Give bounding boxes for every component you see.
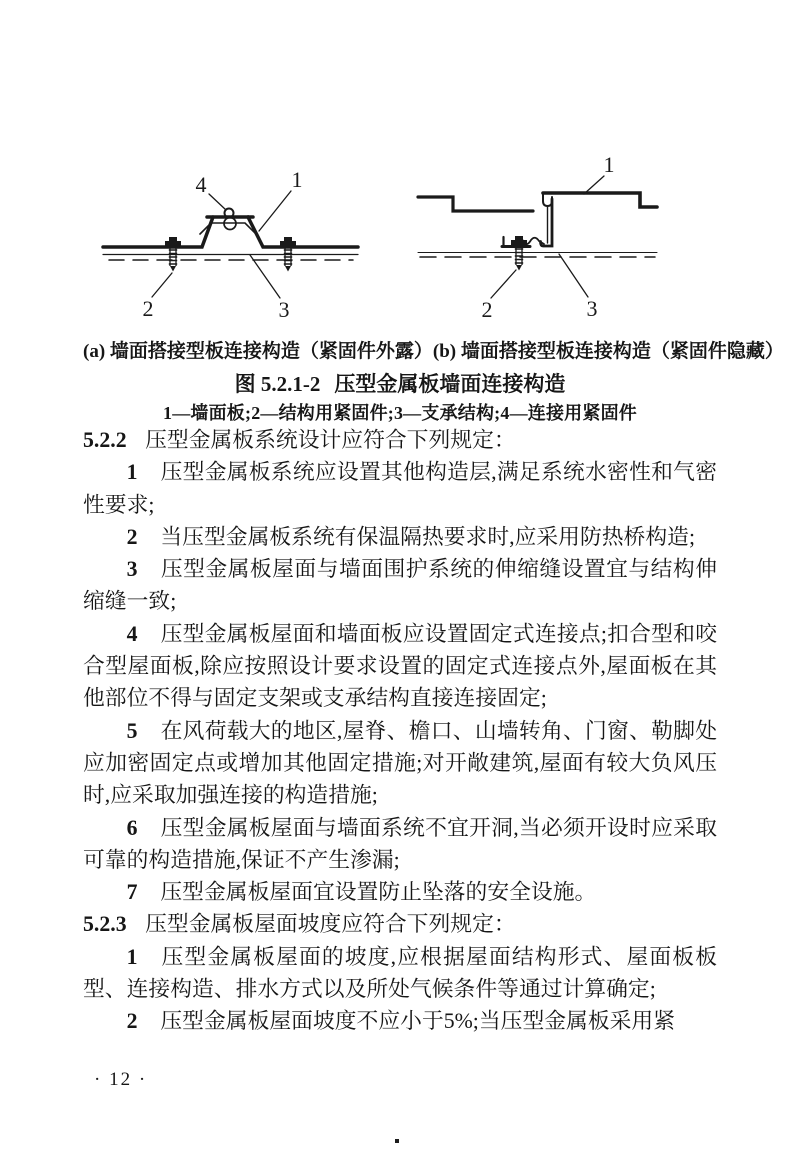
leader-line-2 — [491, 270, 516, 298]
callout-1: 1 — [291, 167, 303, 192]
clause-item-1b — [83, 941, 717, 1006]
panel-profile — [103, 217, 358, 247]
section-text: 压型金属板系统设计应符合下列规定： — [145, 428, 516, 452]
diagram-concealed-fastener — [410, 150, 730, 340]
item-number: 2 — [126, 524, 138, 549]
callout-1: 1 — [603, 152, 615, 177]
item-number: 1 — [126, 460, 138, 485]
item-text: 压型金属板屋面和墙面板应设置固定式连接点;扣合型和咬合型屋面板,除应按照设计要求设置的固定式连接点外,屋面板在其他部位不得与固定支架或支承结构直接连接固定; — [83, 621, 717, 711]
item-number: 6 — [126, 815, 138, 840]
section-heading-5-2-2 — [83, 424, 717, 456]
leader-line-3 — [250, 255, 280, 298]
callout-3: 3 — [278, 297, 290, 322]
figure-title-text: 压型金属板墙面连接构造 — [334, 372, 566, 396]
subfigure-captions — [83, 336, 784, 363]
item-number: 7 — [126, 880, 138, 905]
item-number: 1 — [126, 944, 138, 969]
item-text: 当压型金属板系统有保温隔热要求时,应采用防热桥构造; — [160, 524, 696, 549]
item-text: 压型金属板屋面与墙面系统不宜开洞,当必须开设时应采取可靠的构造措施,保证不产生渗漏; — [83, 815, 717, 872]
clause-item-1 — [83, 456, 717, 521]
item-number: 4 — [126, 621, 138, 646]
item-text: 压型金属板屋面宜设置防止坠落的安全设施。 — [160, 880, 597, 905]
diagram-exposed-fastener — [95, 150, 405, 340]
clause-item-3 — [83, 553, 717, 618]
page-number: · 12 · — [94, 1069, 148, 1090]
caption-b: (b) 墙面搭接型板连接构造（紧固件隐藏） — [432, 341, 784, 362]
callout-3: 3 — [586, 296, 598, 321]
figure-number: 图 5.2.1-2 — [234, 372, 321, 396]
section-heading-5-2-3 — [83, 908, 717, 940]
item-text: 压型金属板屋面坡度不应小于5%;当压型金属板采用紧 — [160, 1009, 676, 1034]
section-number: 5.2.3 — [83, 912, 127, 937]
figure-title — [0, 368, 800, 398]
leader-line-1 — [259, 191, 291, 231]
item-text: 压型金属板屋面的坡度,应根据屋面结构形式、屋面板板型、连接构造、排水方式以及所处气候条件等通过计算确定; — [83, 944, 717, 1002]
item-number: 5 — [126, 718, 138, 743]
left-panel-profile — [418, 197, 533, 211]
screw-icon — [511, 236, 527, 271]
item-text: 压型金属板系统应设置其他构造层,满足系统水密性和气密性要求; — [83, 460, 717, 517]
figure-legend: 1—墙面板;2—结构用紧固件;3—支承结构;4—连接用紧固件 — [163, 403, 637, 423]
caption-a: (a) 墙面搭接型板连接构造（紧固件外露） — [83, 341, 433, 362]
item-text: 在风荷载大的地区,屋脊、檐口、山墙转角、门窗、勒脚处应加密固定点或增加其他固定措施;对开敞建筑,屋面有较大负风压时,应采取加强连接的构造措施; — [83, 718, 717, 808]
clause-item-2 — [83, 521, 717, 553]
section-text: 压型金属板屋面坡度应符合下列规定： — [145, 912, 516, 937]
leader-line-3 — [559, 254, 588, 297]
callout-2: 2 — [142, 296, 154, 321]
clause-body — [83, 424, 717, 1038]
item-text: 压型金属板屋面与墙面围护系统的伸缩缝设置宜与结构伸缩缝一致; — [83, 557, 717, 614]
callout-2: 2 — [481, 297, 493, 322]
item-number: 2 — [126, 1009, 138, 1034]
clause-item-5 — [83, 715, 717, 812]
clause-item-2b — [83, 1005, 717, 1037]
clause-item-7 — [83, 876, 717, 908]
item-number: 3 — [126, 557, 138, 582]
section-number: 5.2.2 — [83, 428, 127, 452]
leader-line-2 — [152, 273, 172, 297]
callout-4: 4 — [195, 172, 207, 197]
clause-item-4 — [83, 618, 717, 715]
leader-line-4 — [209, 194, 226, 210]
clause-item-6 — [83, 812, 717, 877]
scan-speck — [395, 1139, 399, 1143]
right-panel-profile — [543, 193, 657, 207]
